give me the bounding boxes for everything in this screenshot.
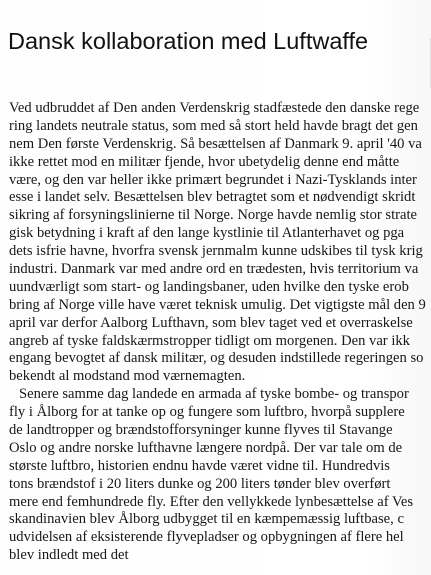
body-text [9,100,431,565]
text-line: bring af Norge ville have været teknisk umulig. Det vigtigste mål den 9 [9,296,426,313]
text-line: engang bevogtet af dansk militær, og desuden indstillede regeringen so [9,350,424,367]
text-line: april var derfor Aalborg Lufthavn, som blev taget ved et overraskelse [9,314,413,331]
text-line: ikke rettet mod en militær fjende, hvor ubetydelig denne end måtte [9,153,400,170]
text-line: mere end femhundrede fly. Efter den vellykkede lynbesættelse af Ves [9,493,414,510]
text-line: udvidelsen af eksisterende flyvepladser og opbygningen af flere hel [9,529,404,546]
text-line: industri. Danmark var med andre ord en trædesten, hvis territorium va [9,261,419,278]
page-title: Dansk kollaboration med Luftwaffe [8,28,369,54]
text-line: ring landets neutrale status, som med så stort held havde bragt det gen [9,117,418,134]
text-line: gisk betydning i kraft af den lange kystlinie til Atlanterhavet og pga [9,225,405,242]
text-line: største luftbro, historien endnu havde været vidne til. Hundredvis [9,457,390,474]
text-line: angreb af tyske faldskærmstropper tidligt om morgenen. Den var ikk [9,332,410,349]
text-line: sikring af forsyningslinierne til Norge. Norge havde nemlig stor strate [9,207,417,224]
text-line: blev indledt med det [9,547,129,564]
text-line: fly i Ålborg for at tanke op og fungere som luftbro, hvorpå supplere [9,404,405,421]
text-line: være, og den var heller ikke primært begrundet i Nazi-Tysklands inter [9,171,417,188]
text-line: Senere samme dag landede en armada af tyske bombe- og transpor [19,386,409,403]
text-line: dets isfrie havne, hvorfra svensk jernmalm kunne udskibes til tysk krig [9,243,423,260]
text-line: esse i landet selv. Besættelsen blev betragtet som et nødvendigt skridt [9,189,416,206]
text-line: nem Den første Verdenskrig. Så besættelsen af Danmark 9. april '40 va [9,135,422,152]
text-line: bekendt al modstand mod værnemagten. [9,368,246,385]
text-line: tons brændstof i 20 liters dunke og 200 liters tønder blev overført [9,475,391,492]
text-line: Ved udbruddet af Den anden Verdenskrig stadfæstede den danske rege [9,100,420,116]
text-line: de landtropper og brændstofforsyninger kunne flyves til Stavange [9,422,393,439]
text-line: skandinavien blev Ålborg udbygget til en kæmpemæssig luftbase, c [9,511,404,528]
text-line: Oslo og andre norske lufthavne længere nordpå. Der var tale om de [9,439,403,456]
text-line: uundværligt som start- og landingsbaner, uden hvilke den tyske erob [9,278,409,295]
